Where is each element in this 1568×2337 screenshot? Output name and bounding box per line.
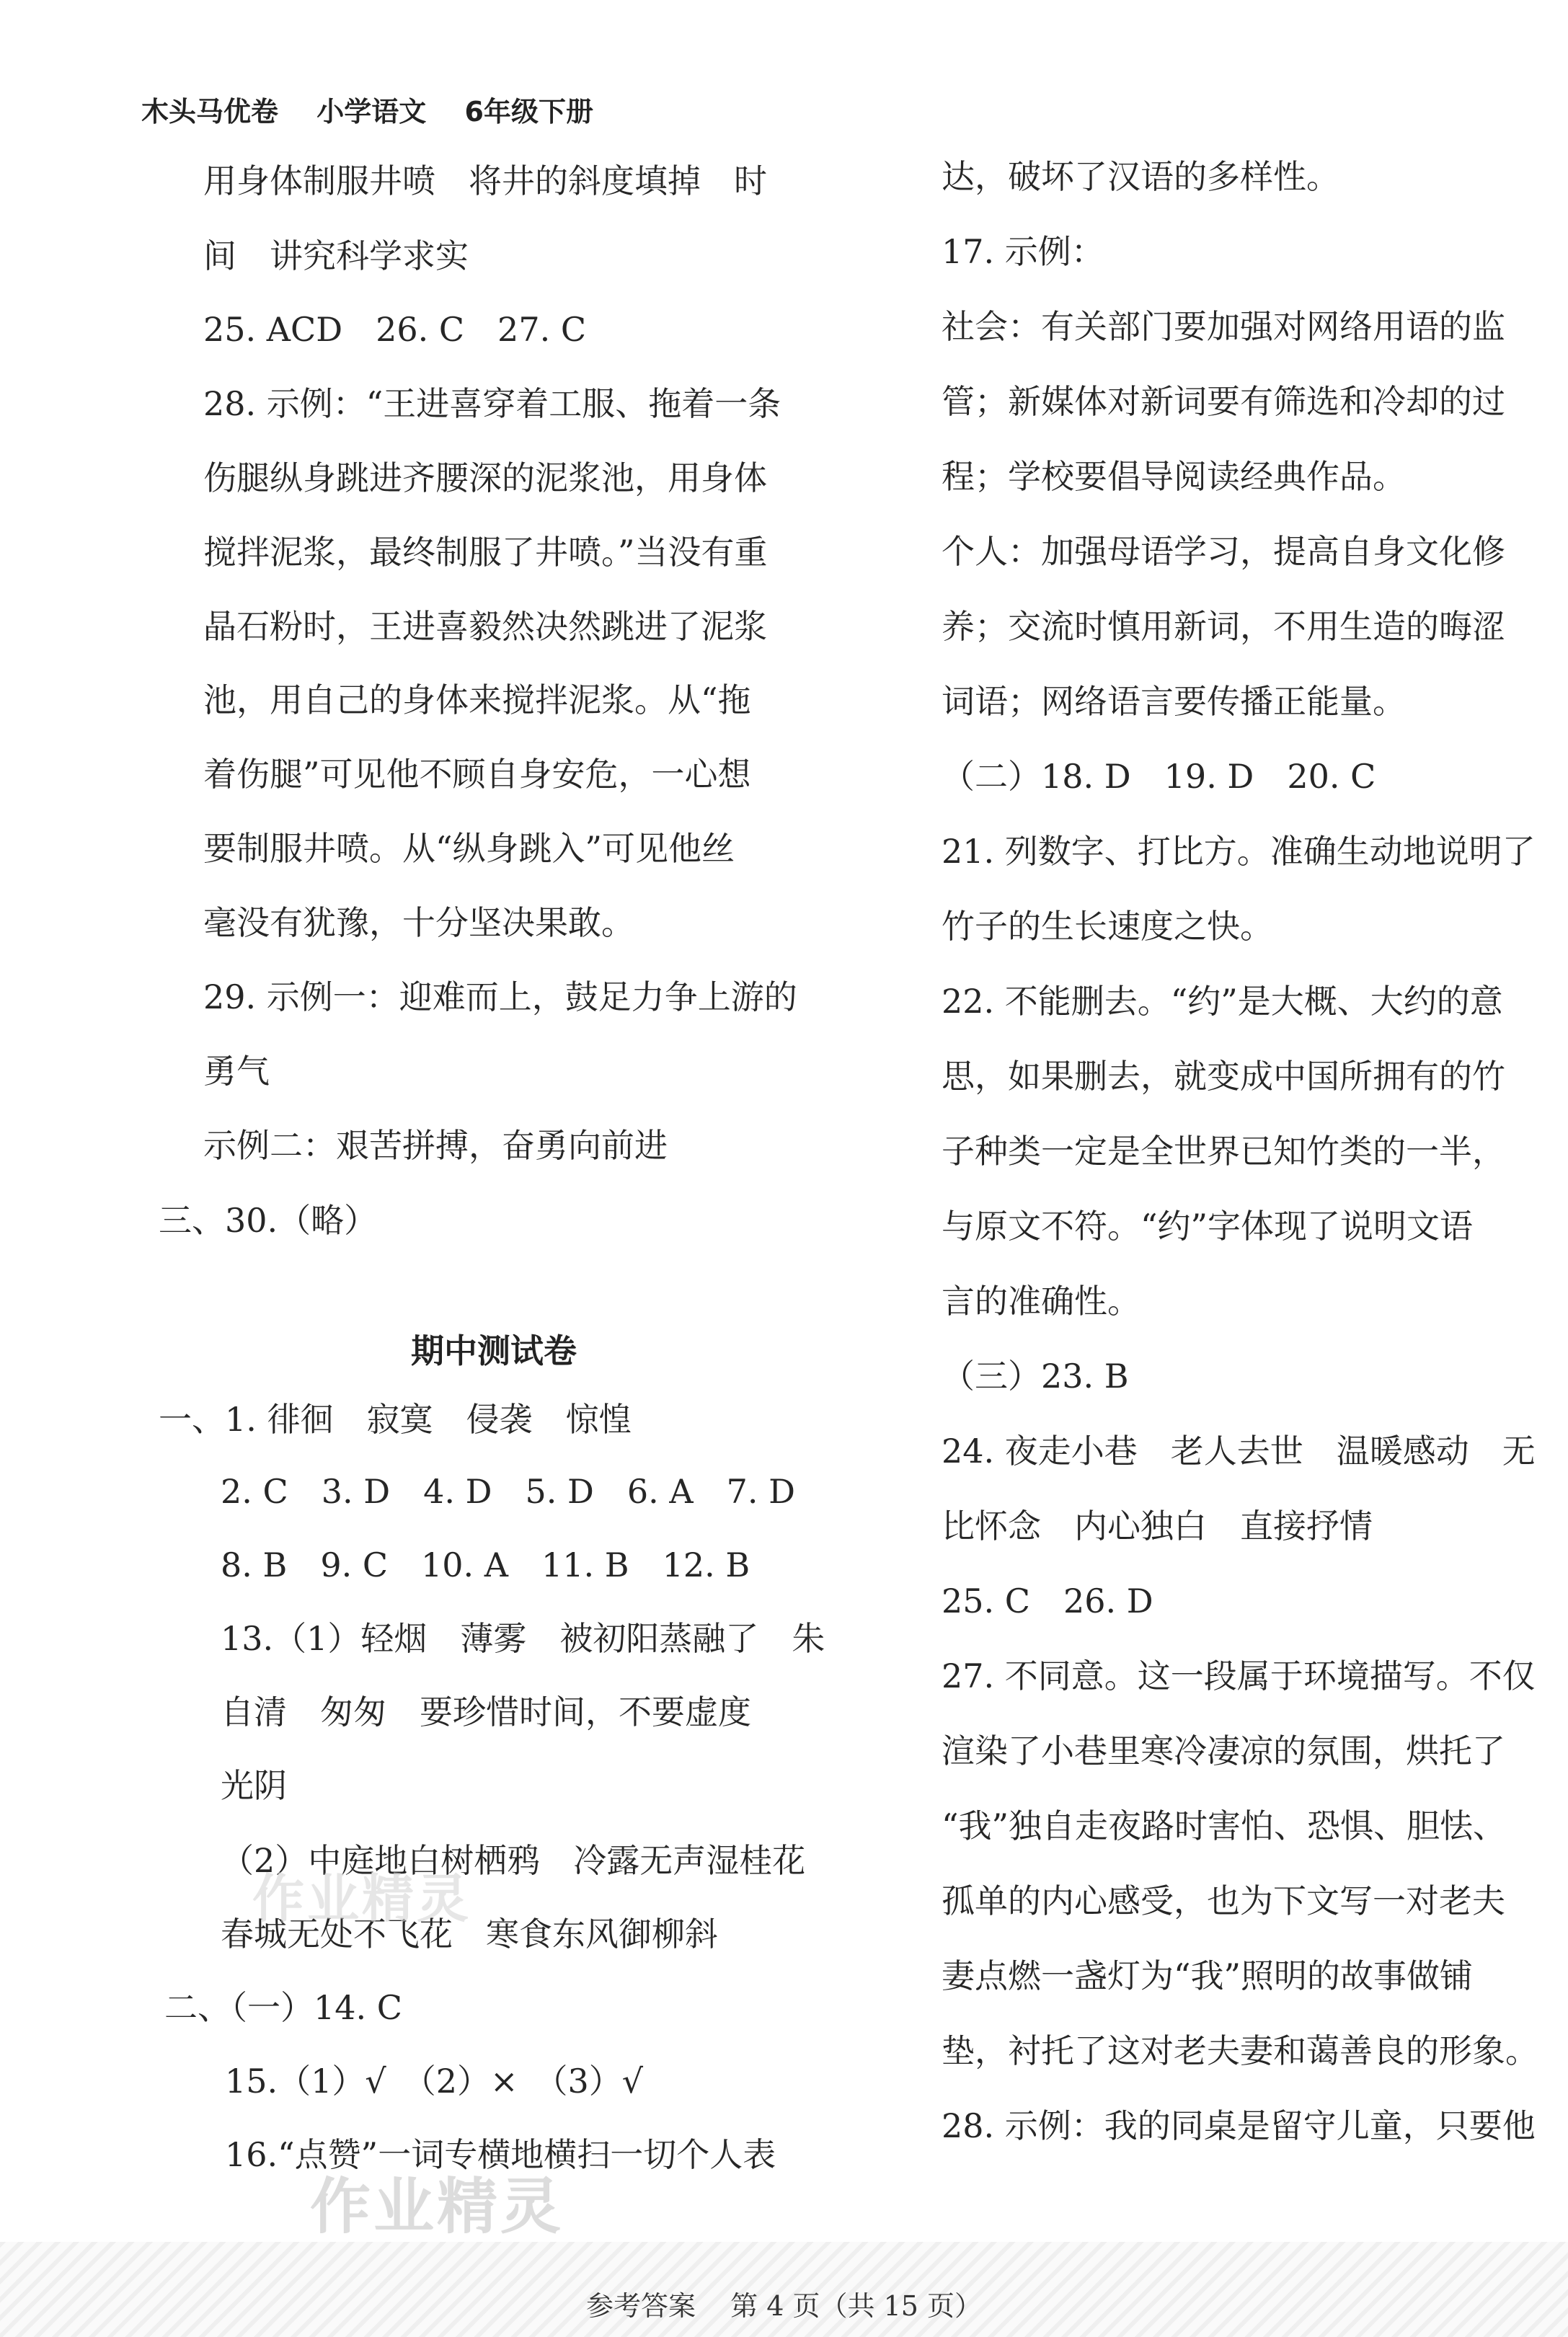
right-line: 21. 列数字、打比方。准确生动地说明了 xyxy=(942,832,1536,871)
right-line: 社会：有关部门要加强对网络用语的监 xyxy=(942,307,1505,346)
page-footer xyxy=(0,2284,1568,2323)
right-line: 词语；网络语言要传播正能量。 xyxy=(942,682,1406,721)
right-line: 管；新媒体对新词要有筛选和冷却的过 xyxy=(942,382,1505,421)
right-line: 达，破坏了汉语的多样性。 xyxy=(942,157,1339,196)
section-title: 期中测试卷 xyxy=(411,1331,577,1370)
right-line: 比怀念 内心独白 直接抒情 xyxy=(942,1507,1373,1546)
left-line: 8. B 9. C 10. A 11. B 12. B xyxy=(221,1546,750,1584)
left-line: 15.（1）√ （2）× （3）√ xyxy=(225,2062,644,2101)
left-line: 29. 示例一：迎难而上，鼓足力争上游的 xyxy=(203,977,797,1016)
right-line: 思，如果删去，就变成中国所拥有的竹 xyxy=(942,1057,1505,1096)
right-line: “我”独自走夜路时害怕、恐惧、胆怯、 xyxy=(942,1806,1507,1845)
left-line: 28. 示例：“王进喜穿着工服、拖着一条 xyxy=(203,384,781,423)
left-line: 16.“点赞”一词专横地横扫一切个人表 xyxy=(225,2135,776,2174)
watermark: 作业精灵 xyxy=(310,2171,564,2242)
header-series: 木头马优卷 xyxy=(141,96,279,128)
left-line: 伤腿纵身跳进齐腰深的泥浆池，用身体 xyxy=(203,458,767,497)
right-line: 渲染了小巷里寒冷凄凉的氛围，烘托了 xyxy=(942,1731,1505,1770)
left-line: 勇气 xyxy=(203,1052,270,1091)
left-line: 间 讲究科学求实 xyxy=(203,236,469,275)
right-line: 孤单的内心感受，也为下文写一对老夫 xyxy=(942,1881,1505,1920)
left-line: （2）中庭地白树栖鸦 冷露无声湿桂花 xyxy=(221,1841,806,1880)
left-line: 自清 匆匆 要珍惜时间，不要虚度 xyxy=(221,1693,751,1731)
left-line: 二、（一）14. C xyxy=(164,1988,402,2027)
watermark: 作业精灵 xyxy=(252,1868,472,1929)
right-line: 27. 不同意。这一段属于环境描写。不仅 xyxy=(942,1657,1536,1695)
right-line: 养；交流时慎用新词，不用生造的晦涩 xyxy=(942,607,1505,646)
left-line: 13.（1）轻烟 薄雾 被初阳蒸融了 朱 xyxy=(221,1619,825,1658)
footer-page-info: 第 4 页（共 15 页） xyxy=(730,2290,983,2322)
right-line: 子种类一定是全世界已知竹类的一半， xyxy=(942,1132,1505,1171)
header-subject: 小学语文 xyxy=(316,96,427,128)
right-line: 24. 夜走小巷 老人去世 温暖感动 无 xyxy=(942,1432,1536,1471)
left-line: 三、30.（略） xyxy=(159,1201,378,1240)
left-line: 示例二：艰苦拼搏，奋勇向前进 xyxy=(203,1126,668,1165)
right-line: 17. 示例： xyxy=(942,232,1104,271)
left-line: 要制服井喷。从“纵身跳入”可见他丝 xyxy=(203,829,735,868)
right-line: 程；学校要倡导阅读经典作品。 xyxy=(942,457,1406,496)
right-line: 妻点燃一盏灯为“我”照明的故事做铺 xyxy=(942,1956,1474,1995)
left-line: 晶石粉时，王进喜毅然决然跳进了泥浆 xyxy=(203,607,767,646)
left-line: 春城无处不飞花 寒食东风御柳斜 xyxy=(221,1915,718,1954)
right-line: 竹子的生长速度之快。 xyxy=(942,907,1273,946)
right-line: 22. 不能删去。“约”是大概、大约的意 xyxy=(942,982,1503,1021)
right-line: 言的准确性。 xyxy=(942,1282,1140,1321)
left-line: 着伤腿”可见他不顾自身安危，一心想 xyxy=(203,755,751,794)
left-line: 用身体制服井喷 将井的斜度填掉 时 xyxy=(203,161,767,200)
right-line: （三）23. B xyxy=(942,1357,1129,1396)
page-header xyxy=(141,89,622,129)
left-line: 光阴 xyxy=(221,1766,287,1805)
left-line: 毫没有犹豫，十分坚决果敢。 xyxy=(203,903,634,942)
left-line: 一、1. 徘徊 寂寞 侵袭 惊惶 xyxy=(159,1400,632,1439)
right-line: 垫，衬托了这对老夫妻和蔼善良的形象。 xyxy=(942,2031,1538,2070)
right-line: 28. 示例：我的同桌是留守儿童，只要他 xyxy=(942,2106,1536,2145)
left-line: 搅拌泥浆，最终制服了井喷。”当没有重 xyxy=(203,533,768,572)
right-line: （二）18. D 19. D 20. C xyxy=(942,757,1376,796)
right-line: 与原文不符。“约”字体现了说明文语 xyxy=(942,1207,1474,1246)
right-line: 25. C 26. D xyxy=(942,1582,1153,1620)
header-grade: 6年级下册 xyxy=(464,96,593,128)
footer-label: 参考答案 xyxy=(585,2290,696,2322)
left-line: 池，用自己的身体来搅拌泥浆。从“拖 xyxy=(203,680,751,719)
left-line: 25. ACD 26. C 27. C xyxy=(203,310,587,349)
right-line: 个人：加强母语学习，提高自身文化修 xyxy=(942,532,1505,571)
left-line: 2. C 3. D 4. D 5. D 6. A 7. D xyxy=(221,1472,796,1511)
